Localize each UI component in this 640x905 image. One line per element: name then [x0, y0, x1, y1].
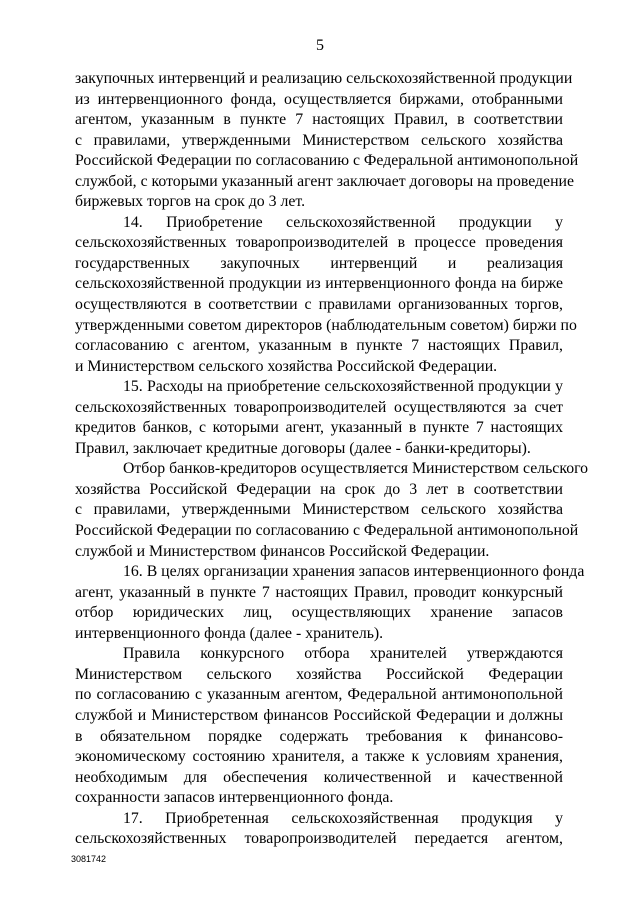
text-line: Российской Федерации по согласованию с Федеральной антимонопольной [75, 152, 579, 170]
paragraph-storage-rules-start: Правила конкурсного отбора хранителей утверждаются [123, 645, 563, 663]
text-line: сельскохозяйственных товаропроизводителей передается агентом, [75, 830, 563, 848]
text-line: кредитов банков, с которыми агент, указанный в пункте 7 настоящих [75, 419, 563, 437]
paragraph-bank-selection-start: Отбор банков-кредиторов осуществляется Министерством сельского [123, 460, 589, 478]
text-line: с правилами, утвержденными Министерством сельского хозяйства [75, 131, 563, 149]
text-line: утвержденными советом директоров (наблюдательным советом) биржи по [75, 316, 577, 334]
page-number: 5 [316, 37, 324, 54]
text-line: по согласованию с указанным агентом, Федеральной антимонопольной [75, 686, 563, 704]
paragraph-15-start: 15. Расходы на приобретение сельскохозяйственной продукции у [123, 378, 563, 396]
text-line: биржевых торгов на срок до 3 лет. [75, 193, 306, 211]
text-line: в обязательном порядке содержать требования к финансово- [75, 727, 563, 745]
text-line: отбор юридических лиц, осуществляющих хранение запасов [75, 604, 563, 622]
text-line: сохранности запасов интервенционного фонда. [75, 789, 394, 807]
paragraph-16-start: 16. В целях организации хранения запасов интервенционного фонда [123, 563, 585, 581]
text-line: государственных закупочных интервенций и реализация [75, 254, 563, 272]
text-line: из интервенционного фонда, осуществляется биржами, отобранными [75, 90, 563, 108]
text-line: службой, с которыми указанный агент заключает договоры на проведение [75, 172, 574, 190]
text-line: агентом, указанным в пункте 7 настоящих Правил, в соответствии [75, 111, 563, 129]
document-code: 3081742 [71, 854, 107, 864]
paragraph-14-start: 14. Приобретение сельскохозяйственной продукции у [123, 213, 563, 231]
text-line: Правил, заключает кредитные договоры (далее - банки-кредиторы). [75, 439, 531, 457]
text-line: интервенционного фонда (далее - хранитель). [75, 624, 384, 642]
text-line: осуществляются в соответствии с правилами организованных торгов, [75, 296, 563, 314]
text-line: и Министерством сельского хозяйства Российской Федерации. [75, 357, 498, 375]
text-line: службой и Министерством финансов Российской Федерации. [75, 542, 490, 560]
text-line: с правилами, утвержденными Министерством сельского хозяйства [75, 501, 563, 519]
text-line: службой и Министерством финансов Российской Федерации и должны [75, 706, 563, 724]
text-line: агент, указанный в пункте 7 настоящих Правил, проводит конкурсный [75, 583, 563, 601]
text-line: хозяйства Российской Федерации на срок до 3 лет в соответствии [75, 480, 563, 498]
text-line: сельскохозяйственных товаропроизводителей осуществляются за счет [75, 398, 563, 416]
text-line: закупочных интервенций и реализацию сельскохозяйственной продукции [75, 70, 573, 87]
text-line: экономическому состоянию хранителя, а также к условиям хранения, [75, 748, 563, 766]
text-line: согласованию с агентом, указанным в пункте 7 настоящих Правил, [75, 337, 563, 355]
text-line: сельскохозяйственных товаропроизводителей в процессе проведения [75, 234, 563, 252]
paragraph-17-start: 17. Приобретенная сельскохозяйственная продукция у [123, 809, 563, 827]
text-line: Министерством сельского хозяйства Российской Федерации [75, 665, 563, 683]
text-line: сельскохозяйственной продукции из интервенционного фонда на бирже [75, 275, 563, 293]
document-body [75, 69, 589, 850]
text-line: необходимым для обеспечения количественной и качественной [75, 768, 563, 786]
text-line: Российской Федерации по согласованию с Федеральной антимонопольной [75, 522, 579, 540]
